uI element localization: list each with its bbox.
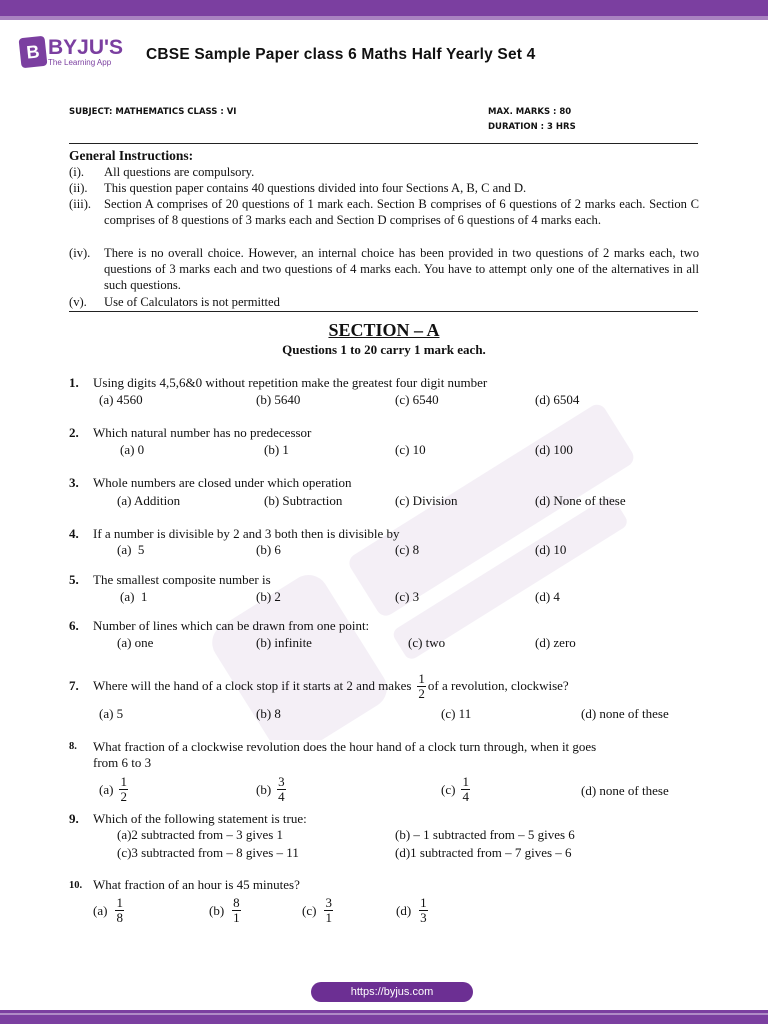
denominator: 8 [116,910,123,925]
fraction [232,896,241,925]
option-c: (c) 11 [441,706,472,721]
option-a: (a) 5 [117,542,145,557]
subject-line: SUBJECT: MATHEMATICS CLASS : VI [69,107,237,117]
instruction-item [69,245,699,294]
option-d: (d) 6504 [535,392,580,407]
question-number: 10. [69,880,83,891]
logo-text [48,35,124,67]
instructions-title: General Instructions: [69,148,194,163]
fraction [324,896,333,925]
instruction-text: Use of Calculators is not permitted [104,295,280,309]
option-label: (b) [256,781,272,797]
denominator: 4 [462,789,469,804]
option-a: (a) 4560 [99,392,143,407]
divider-bottom [69,311,698,312]
numerator: 3 [278,774,285,789]
fraction [419,896,428,925]
option-b: (b) 6 [256,542,281,557]
top-bar-stripe [0,16,768,20]
denominator: 3 [420,910,427,925]
instruction-num: (iv). [69,246,91,260]
option-b: (b) – 1 subtracted from – 5 gives 6 [395,827,575,842]
option-d: (d) 10 [535,542,567,557]
fraction [119,775,128,804]
fraction [461,775,470,804]
option-label: (c) [441,781,456,797]
option-b: (b) 1 [264,442,289,457]
footer-url-link[interactable]: https://byjus.com [311,982,473,1002]
option-label: (c) [302,902,317,918]
question-text: Which of the following statement is true: [93,811,307,826]
numerator: 1 [462,774,469,789]
question-number: 8. [69,741,77,752]
option-d [396,896,430,925]
instruction-text: All questions are compulsory. [104,165,255,179]
question-text: The smallest composite number is [93,572,271,587]
denominator: 4 [278,789,285,804]
instruction-text: This question paper contains 40 questions divided into four Sections A, B, C and D. [104,181,527,195]
option-b: (b) 2 [256,589,281,604]
instruction-item [69,180,699,196]
question-number: 5. [69,572,79,587]
numerator: 8 [233,895,240,910]
option-c: (c) Division [395,493,458,508]
fraction [115,896,124,925]
byjus-logo [20,37,123,67]
question-number: 9. [69,811,79,826]
question-text: Whole numbers are closed under which operation [93,475,352,490]
option-a [99,775,130,804]
divider-top [69,143,698,144]
option-a: (a) 1 [120,589,148,604]
option-d: (d) 4 [535,589,560,604]
option-a: (a)2 subtracted from – 3 gives 1 [117,827,284,842]
max-marks: MAX. MARKS : 80 [488,107,572,117]
option-b: (b) 5640 [256,392,301,407]
top-brand-bar [0,0,768,20]
option-a: (a) one [117,635,154,650]
instruction-num: (iii). [69,197,92,211]
option-label: (d) [396,902,412,918]
denominator: 1 [325,910,332,925]
option-c: (c) two [408,635,446,650]
logo-mark: B [19,36,48,69]
option-a: (a) 0 [120,442,145,457]
option-a [93,896,126,925]
question-number: 7. [69,678,79,693]
option-c: (c) 6540 [395,392,439,407]
instruction-item [69,294,699,310]
option-d: (d)1 subtracted from – 7 gives – 6 [395,845,572,860]
option-d: (d) none of these [581,783,669,798]
option-c [441,775,472,804]
option-b: (b) 8 [256,706,281,721]
option-c [302,896,335,925]
denominator: 2 [120,789,127,804]
option-b: (b) Subtraction [264,493,343,508]
section-title: SECTION – A [328,320,440,340]
bottom-bar-stripe [0,1013,768,1015]
option-label: (a) [99,781,114,797]
fraction [417,672,426,701]
watermark-wordmark [346,401,638,619]
numerator: 1 [120,774,127,789]
numerator: 1 [418,670,425,686]
question-number: 4. [69,526,79,541]
option-d: (d) none of these [581,706,669,721]
numerator: 1 [420,895,427,910]
denominator: 2 [418,685,425,701]
option-label: (b) [209,902,225,918]
logo-tagline: The Learning App [48,57,112,67]
denominator: 1 [233,910,240,925]
bottom-brand-bar [0,1010,768,1024]
logo-name: BYJU'S [48,35,124,59]
question-number: 3. [69,475,79,490]
question-text: Using digits 4,5,6&0 without repetition make the greatest four digit number [93,375,488,390]
fraction [277,775,286,804]
watermark-logo-mark [205,567,395,740]
numerator: 1 [116,895,123,910]
section-subtitle: Questions 1 to 20 carry 1 mark each. [282,342,486,357]
option-c: (c) 8 [395,542,420,557]
option-b [209,896,243,925]
option-c: (c) 3 [395,589,420,604]
option-a: (a) Addition [117,493,181,508]
option-c: (c) 10 [395,442,426,457]
instruction-item [69,196,699,228]
question-text-after: of a revolution, clockwise? [427,678,569,693]
option-c: (c)3 subtracted from – 8 gives – 11 [117,845,299,860]
question-text: What fraction of a clockwise revolution does the hour hand of a clock turn through, when it goes [93,739,597,754]
instruction-item [69,164,699,180]
instruction-num: (i). [69,165,85,179]
option-label: (a) [93,902,108,918]
instruction-num: (v). [69,295,87,309]
duration: DURATION : 3 HRS [488,122,576,132]
question-text: Which natural number has no predecessor [93,425,312,440]
instruction-text: There is no overall choice. However, an internal choice has been provided in two questions of 2 marks each, two questions of 3 marks each and two questions of 4 marks each. You have to attempt only one of the alternatives in all such questions. [104,246,699,293]
question-text: If a number is divisible by 2 and 3 both then is divisible by [93,526,400,541]
question-number: 6. [69,618,79,633]
question-number: 1. [69,375,79,390]
option-a: (a) 5 [99,706,124,721]
instruction-num: (ii). [69,181,88,195]
question-text-before: Where will the hand of a clock stop if it starts at 2 and makes [93,678,412,693]
option-d: (d) None of these [535,493,626,508]
question-text [93,669,569,703]
option-d: (d) zero [535,635,576,650]
numerator: 3 [325,895,332,910]
question-text: Number of lines which can be drawn from one point: [93,618,370,633]
question-text-line2: from 6 to 3 [93,755,152,770]
option-d: (d) 100 [535,442,573,457]
question-number: 2. [69,425,79,440]
document-title: CBSE Sample Paper class 6 Maths Half Yearly Set 4 [146,46,536,63]
question-text: What fraction of an hour is 45 minutes? [93,877,300,892]
instruction-text: Section A comprises of 20 questions of 1 mark each. Section B comprises of 6 questions of 2 marks each. Section C comprises of 8 questions of 3 marks each and Section D comprises of 6 questions of 4 marks each. [104,197,699,228]
option-b [256,775,288,804]
option-b: (b) infinite [256,635,312,650]
